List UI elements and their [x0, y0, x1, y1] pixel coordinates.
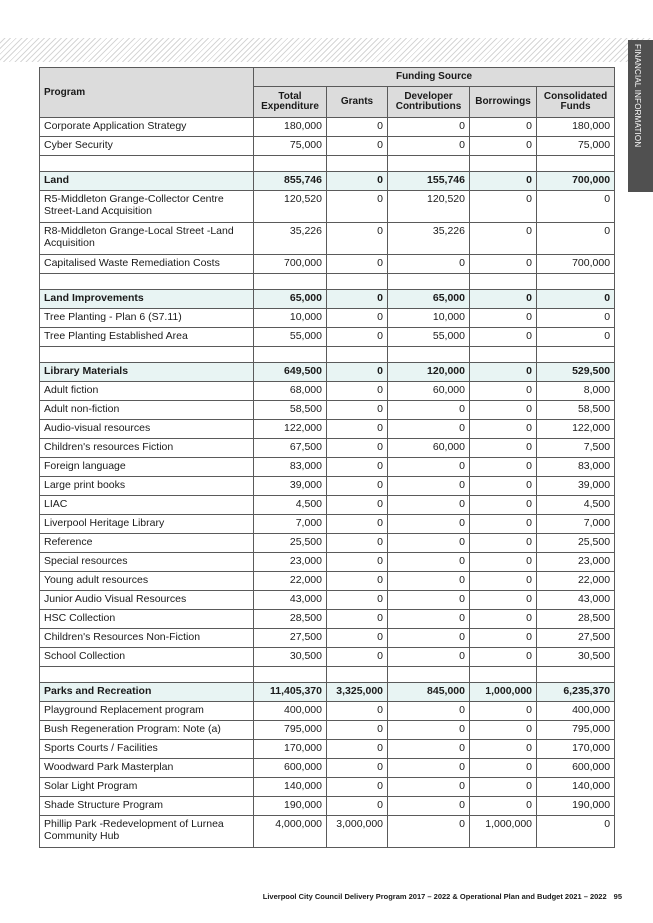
total-expenditure-cell: 4,500 — [254, 496, 327, 515]
developer-contributions-cell: 0 — [388, 420, 470, 439]
developer-contributions-cell: 845,000 — [388, 683, 470, 702]
grants-cell: 0 — [327, 458, 388, 477]
category-row — [40, 172, 615, 191]
consolidated-funds-cell: 700,000 — [537, 172, 615, 191]
program-name: Young adult resources — [40, 572, 254, 591]
borrowings-cell: 0 — [470, 572, 537, 591]
developer-contributions-cell: 155,746 — [388, 172, 470, 191]
consolidated-funds-cell: 6,235,370 — [537, 683, 615, 702]
program-name: Playground Replacement program — [40, 702, 254, 721]
spacer-cell — [40, 347, 254, 363]
spacer-cell — [388, 667, 470, 683]
table-row — [40, 477, 615, 496]
table-row — [40, 223, 615, 255]
borrowings-cell: 0 — [470, 721, 537, 740]
consolidated-funds-cell: 25,500 — [537, 534, 615, 553]
borrowings-cell: 0 — [470, 439, 537, 458]
borrowings-cell: 0 — [470, 515, 537, 534]
program-name: Capitalised Waste Remediation Costs — [40, 255, 254, 274]
consolidated-funds-header: Consolidated Funds — [537, 87, 615, 118]
total-expenditure-cell: 190,000 — [254, 797, 327, 816]
spacer-cell — [40, 156, 254, 172]
grants-cell: 0 — [327, 534, 388, 553]
borrowings-cell: 0 — [470, 223, 537, 255]
spacer-row — [40, 667, 615, 683]
spacer-cell — [470, 274, 537, 290]
category-row — [40, 683, 615, 702]
section-side-tab-label: FINANCIAL INFORMATION — [633, 44, 642, 148]
borrowings-cell: 0 — [470, 629, 537, 648]
borrowings-cell: 0 — [470, 477, 537, 496]
program-name: Sports Courts / Facilities — [40, 740, 254, 759]
grants-cell: 0 — [327, 363, 388, 382]
grants-cell: 0 — [327, 223, 388, 255]
table-row — [40, 401, 615, 420]
program-name: Special resources — [40, 553, 254, 572]
developer-contributions-cell: 0 — [388, 515, 470, 534]
borrowings-cell: 0 — [470, 458, 537, 477]
borrowings-cell: 0 — [470, 255, 537, 274]
borrowings-cell: 0 — [470, 191, 537, 223]
table-row — [40, 572, 615, 591]
developer-contributions-cell: 10,000 — [388, 309, 470, 328]
table-row — [40, 553, 615, 572]
program-name: Large print books — [40, 477, 254, 496]
developer-contributions-cell: 0 — [388, 721, 470, 740]
total-expenditure-cell: 25,500 — [254, 534, 327, 553]
borrowings-cell: 0 — [470, 648, 537, 667]
grants-cell: 0 — [327, 610, 388, 629]
developer-contributions-cell: 0 — [388, 759, 470, 778]
spacer-cell — [254, 347, 327, 363]
borrowings-cell: 1,000,000 — [470, 683, 537, 702]
developer-contributions-cell: 0 — [388, 610, 470, 629]
spacer-cell — [388, 156, 470, 172]
table-row — [40, 496, 615, 515]
total-expenditure-cell: 855,746 — [254, 172, 327, 191]
category-row — [40, 363, 615, 382]
table-row — [40, 515, 615, 534]
program-name: R8-Middleton Grange-Local Street -Land Acquisition — [40, 223, 254, 255]
program-name: Liverpool Heritage Library — [40, 515, 254, 534]
program-name: HSC Collection — [40, 610, 254, 629]
developer-contributions-cell: 0 — [388, 458, 470, 477]
consolidated-funds-cell: 39,000 — [537, 477, 615, 496]
funding-table — [39, 67, 615, 848]
grants-cell: 0 — [327, 191, 388, 223]
category-name: Library Materials — [40, 363, 254, 382]
total-expenditure-cell: 55,000 — [254, 328, 327, 347]
grants-cell: 0 — [327, 515, 388, 534]
developer-contributions-cell: 0 — [388, 648, 470, 667]
table-row — [40, 118, 615, 137]
total-expenditure-cell: 11,405,370 — [254, 683, 327, 702]
program-name: Adult fiction — [40, 382, 254, 401]
page-number: 95 — [613, 892, 622, 901]
total-expenditure-cell: 35,226 — [254, 223, 327, 255]
program-name: R5-Middleton Grange-Collector Centre Street-Land Acquisition — [40, 191, 254, 223]
total-expenditure-cell: 170,000 — [254, 740, 327, 759]
borrowings-cell: 0 — [470, 778, 537, 797]
borrowings-cell: 0 — [470, 172, 537, 191]
developer-contributions-cell: 0 — [388, 496, 470, 515]
grants-cell: 3,325,000 — [327, 683, 388, 702]
borrowings-cell: 0 — [470, 797, 537, 816]
grants-cell: 0 — [327, 759, 388, 778]
developer-contributions-cell: 120,520 — [388, 191, 470, 223]
spacer-cell — [254, 156, 327, 172]
spacer-cell — [470, 156, 537, 172]
grants-cell: 0 — [327, 778, 388, 797]
spacer-cell — [327, 667, 388, 683]
developer-contributions-cell: 0 — [388, 137, 470, 156]
decorative-hatch-band — [0, 38, 653, 62]
table-row — [40, 740, 615, 759]
developer-contributions-cell: 0 — [388, 778, 470, 797]
developer-contributions-cell: 0 — [388, 629, 470, 648]
section-side-tab — [628, 40, 653, 192]
spacer-cell — [327, 156, 388, 172]
consolidated-funds-cell: 28,500 — [537, 610, 615, 629]
total-expenditure-cell: 28,500 — [254, 610, 327, 629]
consolidated-funds-cell: 529,500 — [537, 363, 615, 382]
borrowings-cell: 0 — [470, 702, 537, 721]
borrowings-header: Borrowings — [470, 87, 537, 118]
table-row — [40, 797, 615, 816]
total-expenditure-cell: 122,000 — [254, 420, 327, 439]
category-name: Land — [40, 172, 254, 191]
table-row — [40, 610, 615, 629]
developer-contributions-cell: 0 — [388, 702, 470, 721]
program-name: Woodward Park Masterplan — [40, 759, 254, 778]
program-name: Cyber Security — [40, 137, 254, 156]
table-row — [40, 702, 615, 721]
grants-cell: 0 — [327, 401, 388, 420]
spacer-row — [40, 156, 615, 172]
grants-cell: 0 — [327, 420, 388, 439]
program-name: LIAC — [40, 496, 254, 515]
borrowings-cell: 0 — [470, 137, 537, 156]
total-expenditure-cell: 30,500 — [254, 648, 327, 667]
consolidated-funds-cell: 4,500 — [537, 496, 615, 515]
total-expenditure-header: Total Expenditure — [254, 87, 327, 118]
borrowings-cell: 0 — [470, 553, 537, 572]
borrowings-cell: 0 — [470, 363, 537, 382]
table-row — [40, 458, 615, 477]
program-name: School Collection — [40, 648, 254, 667]
category-row — [40, 290, 615, 309]
total-expenditure-cell: 23,000 — [254, 553, 327, 572]
total-expenditure-cell: 795,000 — [254, 721, 327, 740]
grants-cell: 0 — [327, 328, 388, 347]
total-expenditure-cell: 43,000 — [254, 591, 327, 610]
total-expenditure-cell: 180,000 — [254, 118, 327, 137]
borrowings-cell: 0 — [470, 610, 537, 629]
table-row — [40, 420, 615, 439]
program-column-header: Program — [40, 68, 254, 118]
total-expenditure-cell: 400,000 — [254, 702, 327, 721]
developer-contributions-cell: 0 — [388, 572, 470, 591]
borrowings-cell: 0 — [470, 534, 537, 553]
table-row — [40, 191, 615, 223]
grants-cell: 0 — [327, 572, 388, 591]
consolidated-funds-cell: 0 — [537, 328, 615, 347]
total-expenditure-cell: 700,000 — [254, 255, 327, 274]
program-name: Phillip Park -Redevelopment of Lurnea Community Hub — [40, 816, 254, 848]
grants-cell: 0 — [327, 255, 388, 274]
program-name: Children's resources Fiction — [40, 439, 254, 458]
page-footer — [263, 892, 622, 901]
total-expenditure-cell: 67,500 — [254, 439, 327, 458]
total-expenditure-cell: 75,000 — [254, 137, 327, 156]
spacer-cell — [470, 667, 537, 683]
grants-cell: 0 — [327, 137, 388, 156]
grants-cell: 3,000,000 — [327, 816, 388, 848]
funding-source-header: Funding Source — [254, 68, 615, 87]
consolidated-funds-cell: 400,000 — [537, 702, 615, 721]
consolidated-funds-cell: 0 — [537, 191, 615, 223]
category-name: Parks and Recreation — [40, 683, 254, 702]
table-row — [40, 309, 615, 328]
consolidated-funds-cell: 0 — [537, 816, 615, 848]
table-row — [40, 328, 615, 347]
consolidated-funds-cell: 0 — [537, 223, 615, 255]
table-row — [40, 137, 615, 156]
program-name: Adult non-fiction — [40, 401, 254, 420]
spacer-cell — [388, 347, 470, 363]
borrowings-cell: 0 — [470, 328, 537, 347]
developer-contributions-cell: 35,226 — [388, 223, 470, 255]
program-name: Reference — [40, 534, 254, 553]
consolidated-funds-cell: 8,000 — [537, 382, 615, 401]
footer-text: Liverpool City Council Delivery Program 2017 – 2022 & Operational Plan and Budget 2021 – 2022 — [262, 892, 607, 901]
grants-cell: 0 — [327, 382, 388, 401]
developer-contributions-cell: 0 — [388, 118, 470, 137]
borrowings-cell: 1,000,000 — [470, 816, 537, 848]
total-expenditure-cell: 600,000 — [254, 759, 327, 778]
spacer-row — [40, 274, 615, 290]
developer-contributions-cell: 65,000 — [388, 290, 470, 309]
program-name: Tree Planting - Plan 6 (S7.11) — [40, 309, 254, 328]
table-row — [40, 648, 615, 667]
spacer-cell — [40, 274, 254, 290]
total-expenditure-cell: 4,000,000 — [254, 816, 327, 848]
table-row — [40, 534, 615, 553]
developer-contributions-cell: 120,000 — [388, 363, 470, 382]
consolidated-funds-cell: 600,000 — [537, 759, 615, 778]
consolidated-funds-cell: 7,500 — [537, 439, 615, 458]
total-expenditure-cell: 39,000 — [254, 477, 327, 496]
borrowings-cell: 0 — [470, 118, 537, 137]
spacer-cell — [327, 274, 388, 290]
developer-contributions-cell: 0 — [388, 477, 470, 496]
borrowings-cell: 0 — [470, 496, 537, 515]
consolidated-funds-cell: 43,000 — [537, 591, 615, 610]
table-row — [40, 778, 615, 797]
total-expenditure-cell: 649,500 — [254, 363, 327, 382]
total-expenditure-cell: 7,000 — [254, 515, 327, 534]
consolidated-funds-cell: 23,000 — [537, 553, 615, 572]
program-name: Junior Audio Visual Resources — [40, 591, 254, 610]
consolidated-funds-cell: 22,000 — [537, 572, 615, 591]
category-name: Land Improvements — [40, 290, 254, 309]
borrowings-cell: 0 — [470, 309, 537, 328]
grants-cell: 0 — [327, 439, 388, 458]
consolidated-funds-cell: 122,000 — [537, 420, 615, 439]
table-row — [40, 591, 615, 610]
grants-cell: 0 — [327, 496, 388, 515]
borrowings-cell: 0 — [470, 420, 537, 439]
spacer-cell — [537, 347, 615, 363]
spacer-cell — [388, 274, 470, 290]
borrowings-cell: 0 — [470, 740, 537, 759]
borrowings-cell: 0 — [470, 591, 537, 610]
borrowings-cell: 0 — [470, 290, 537, 309]
table-row — [40, 439, 615, 458]
spacer-row — [40, 347, 615, 363]
program-name: Corporate Application Strategy — [40, 118, 254, 137]
consolidated-funds-cell: 7,000 — [537, 515, 615, 534]
developer-contributions-cell: 0 — [388, 553, 470, 572]
total-expenditure-cell: 10,000 — [254, 309, 327, 328]
consolidated-funds-cell: 83,000 — [537, 458, 615, 477]
spacer-cell — [254, 274, 327, 290]
program-name: Children's Resources Non-Fiction — [40, 629, 254, 648]
developer-contributions-cell: 0 — [388, 255, 470, 274]
grants-cell: 0 — [327, 172, 388, 191]
grants-cell: 0 — [327, 797, 388, 816]
spacer-cell — [537, 156, 615, 172]
developer-contributions-cell: 0 — [388, 401, 470, 420]
developer-contributions-cell: 60,000 — [388, 382, 470, 401]
grants-cell: 0 — [327, 591, 388, 610]
grants-cell: 0 — [327, 553, 388, 572]
spacer-cell — [40, 667, 254, 683]
total-expenditure-cell: 120,520 — [254, 191, 327, 223]
borrowings-cell: 0 — [470, 382, 537, 401]
grants-cell: 0 — [327, 477, 388, 496]
consolidated-funds-cell: 180,000 — [537, 118, 615, 137]
program-name: Audio-visual resources — [40, 420, 254, 439]
developer-contributions-header: Developer Contributions — [388, 87, 470, 118]
consolidated-funds-cell: 75,000 — [537, 137, 615, 156]
program-name: Bush Regeneration Program: Note (a) — [40, 721, 254, 740]
grants-cell: 0 — [327, 740, 388, 759]
developer-contributions-cell: 55,000 — [388, 328, 470, 347]
consolidated-funds-cell: 795,000 — [537, 721, 615, 740]
borrowings-cell: 0 — [470, 401, 537, 420]
grants-cell: 0 — [327, 290, 388, 309]
spacer-cell — [537, 274, 615, 290]
spacer-cell — [327, 347, 388, 363]
developer-contributions-cell: 60,000 — [388, 439, 470, 458]
consolidated-funds-cell: 0 — [537, 290, 615, 309]
developer-contributions-cell: 0 — [388, 797, 470, 816]
spacer-cell — [470, 347, 537, 363]
grants-cell: 0 — [327, 309, 388, 328]
borrowings-cell: 0 — [470, 759, 537, 778]
total-expenditure-cell: 58,500 — [254, 401, 327, 420]
consolidated-funds-cell: 0 — [537, 309, 615, 328]
grants-header: Grants — [327, 87, 388, 118]
total-expenditure-cell: 83,000 — [254, 458, 327, 477]
developer-contributions-cell: 0 — [388, 816, 470, 848]
table-row — [40, 255, 615, 274]
developer-contributions-cell: 0 — [388, 740, 470, 759]
grants-cell: 0 — [327, 648, 388, 667]
consolidated-funds-cell: 170,000 — [537, 740, 615, 759]
total-expenditure-cell: 68,000 — [254, 382, 327, 401]
funding-table-body — [40, 118, 615, 848]
table-row — [40, 721, 615, 740]
program-name: Shade Structure Program — [40, 797, 254, 816]
table-row — [40, 382, 615, 401]
consolidated-funds-cell: 700,000 — [537, 255, 615, 274]
spacer-cell — [254, 667, 327, 683]
total-expenditure-cell: 140,000 — [254, 778, 327, 797]
spacer-cell — [537, 667, 615, 683]
total-expenditure-cell: 22,000 — [254, 572, 327, 591]
consolidated-funds-cell: 140,000 — [537, 778, 615, 797]
developer-contributions-cell: 0 — [388, 534, 470, 553]
program-name: Solar Light Program — [40, 778, 254, 797]
grants-cell: 0 — [327, 721, 388, 740]
table-row — [40, 759, 615, 778]
consolidated-funds-cell: 190,000 — [537, 797, 615, 816]
program-name: Tree Planting Established Area — [40, 328, 254, 347]
table-row — [40, 629, 615, 648]
grants-cell: 0 — [327, 629, 388, 648]
consolidated-funds-cell: 58,500 — [537, 401, 615, 420]
total-expenditure-cell: 27,500 — [254, 629, 327, 648]
grants-cell: 0 — [327, 702, 388, 721]
program-name: Foreign language — [40, 458, 254, 477]
table-row — [40, 816, 615, 848]
total-expenditure-cell: 65,000 — [254, 290, 327, 309]
consolidated-funds-cell: 27,500 — [537, 629, 615, 648]
consolidated-funds-cell: 30,500 — [537, 648, 615, 667]
grants-cell: 0 — [327, 118, 388, 137]
developer-contributions-cell: 0 — [388, 591, 470, 610]
